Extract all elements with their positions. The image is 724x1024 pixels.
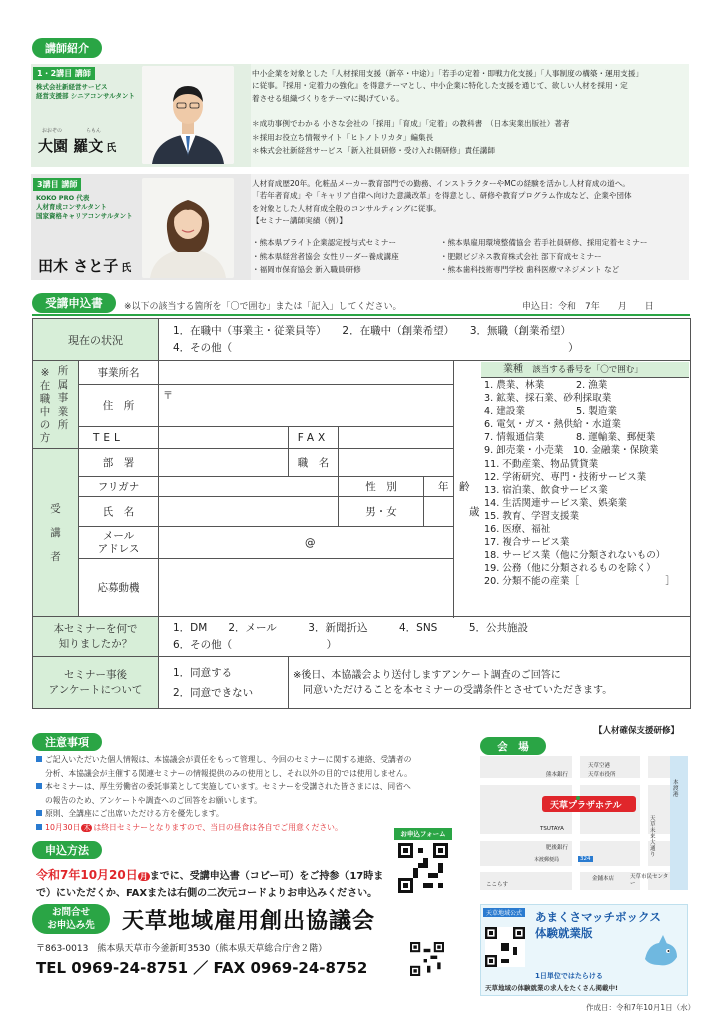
lecturer1-bio: [252, 68, 643, 105]
survey-note-1: ※後日、本協議会より送付しますアンケート調査のご回答に: [293, 669, 561, 681]
created-date: 作成日：令和7年10月1日（水）: [586, 1003, 696, 1012]
map-route: 324: [580, 856, 591, 862]
bullet-icon: [36, 810, 42, 816]
post-input[interactable]: [339, 449, 454, 477]
business-name-label: 事業所名: [79, 361, 159, 385]
contact-qr[interactable]: [410, 942, 444, 976]
qr-code-icon: [410, 942, 444, 976]
industry-14[interactable]: 14. 生活関連サービス業、娯楽業: [484, 497, 628, 509]
industry-15[interactable]: 15. 教育、学習支援業: [484, 510, 580, 522]
method-title: 申込方法: [32, 841, 102, 859]
howknow-cell[interactable]: [159, 617, 691, 657]
note-4-text: は終日セミナーとなりますので、当日の昼食は各自でご用意ください。: [93, 822, 343, 832]
lecturer2-record-l3: ・福岡市保育協会 新入職員研修: [252, 265, 361, 274]
industry-6[interactable]: 6. 電気・ガス・熱供給・水道業: [484, 419, 621, 431]
industry-16[interactable]: 16. 医療、福祉: [484, 524, 551, 536]
email-at-sign: @: [305, 536, 316, 549]
fax-input[interactable]: [339, 427, 454, 449]
furigana-input[interactable]: [159, 477, 339, 497]
ad-title-1: あまくさマッチボックス: [535, 910, 661, 924]
contact-tel: TEL 0969-24-8751 ／ FAX 0969-24-8752: [36, 959, 368, 977]
bullet-icon: [36, 756, 42, 762]
lecturer2-name-text: 田木 さと子: [38, 257, 119, 275]
lecturer2-record-title: 【セミナー講師実績（例）】: [252, 216, 347, 226]
application-note: ※以下の該当する箇所を「〇で囲む」または「記入」してください。: [124, 302, 402, 312]
industry-13[interactable]: 13. 宿泊業、飲食サービス業: [484, 484, 608, 496]
venue-map: [480, 756, 688, 890]
industry-9[interactable]: 9. 卸売業・小売業 10. 金融業・保険業: [484, 445, 659, 457]
ad-banner[interactable]: [480, 904, 688, 996]
note-2: [36, 780, 412, 794]
dept-input[interactable]: [159, 449, 289, 477]
contact-badge: [32, 904, 110, 934]
note-1b-text: 分析、本協議会が主催する関連セミナーの情報提供のみの使用とし、それ以外の目的では使用しません。: [45, 768, 412, 778]
status-options-1[interactable]: 1．在職中（事業主・従業員等） 2．在職中（創業希望） 3．無職（創業希望）: [173, 324, 572, 337]
map-coco: ここらす: [486, 882, 509, 888]
email-label-2: アドレス: [97, 542, 140, 555]
notes-list: [36, 753, 412, 836]
address-label: 住 所: [79, 385, 159, 427]
contact-badge-1: お問合せ: [51, 907, 90, 918]
status-label: 現在の状況: [33, 319, 159, 361]
industry-18[interactable]: 18. サービス業（他に分類されないもの）: [484, 550, 666, 562]
survey-note: [289, 657, 691, 709]
lecturer1-works: [252, 117, 570, 158]
ad-mascot-icon: [641, 935, 681, 971]
email-input[interactable]: [159, 527, 484, 559]
howknow-label-1: 本セミナーを何で: [53, 622, 138, 635]
workplace-vertical-title: 所属事業所: [57, 365, 69, 431]
lecturer2-honorific: 氏: [121, 263, 132, 274]
application-title: 受講申込書: [32, 293, 116, 313]
lecturer2-record-l2: ・熊本県経営者協会 女性リーダー養成講座: [252, 251, 399, 261]
lecturer2-photo: [142, 178, 234, 278]
survey-label-2: アンケートについて: [48, 683, 143, 696]
note-3-text: 原則、全講座にご出席いただける方を優先します。: [45, 809, 224, 819]
industry-7[interactable]: 7. 情報通信業 8. 運輸業、郵便業: [484, 432, 656, 444]
method-line1-rest: までに、受講申込書（コピー可）をご持参（17時ま: [149, 871, 384, 882]
survey-agree[interactable]: 1．同意する: [173, 666, 233, 679]
survey-label: [33, 657, 159, 709]
lecturer1-ruby-given: らもん: [86, 128, 102, 134]
tel-label: TEL: [79, 427, 159, 449]
survey-label-1: セミナー事後: [64, 668, 127, 681]
note-4-day-badge: 木: [83, 823, 91, 832]
map-airport: 天草空港: [588, 763, 611, 769]
lecturer2-bio-line3: を対象とした人材育成全般のコンサルティングに従事。: [252, 203, 441, 213]
attendee-vertical: [33, 449, 79, 617]
note-3: [36, 807, 412, 821]
survey-options[interactable]: [159, 657, 289, 709]
email-label: [79, 527, 159, 559]
lecturer1-org: [36, 83, 135, 101]
howknow-label: [33, 617, 159, 657]
method-line1: [36, 866, 383, 883]
industry-note: 該当する番号を「〇で囲む」: [532, 365, 643, 375]
note-1: [36, 753, 412, 767]
lecturer2-bio-line1: 人材育成歴20年。化粧品メーカー教育部門での勤務、インストラクターやMCの経験を活かし人材育成の道へ。: [252, 179, 630, 188]
lecturer2-records-right: [440, 236, 647, 277]
map-river: 本渡港: [673, 780, 679, 798]
method-deadline: 令和7年10月20日: [36, 868, 138, 882]
lecturer1-work2: ＊採用お役立ち情報サイト「ヒトノトリカタ」編集長: [252, 132, 434, 142]
gender-label: 性 別: [339, 477, 424, 497]
dept-label: 部 署: [79, 449, 159, 477]
motive-input[interactable]: [159, 559, 484, 617]
map-town: 天草市民センター: [630, 874, 669, 887]
notes-title: 注意事項: [32, 733, 102, 751]
lecturer1-portrait-icon: [142, 66, 234, 164]
motive-label: 応募動機: [79, 559, 159, 617]
ad-title-2: 体験就業版: [535, 926, 593, 940]
industry-3[interactable]: 3. 鉱業、採石業、砂利採取業: [484, 393, 612, 405]
map-higo: 肥後銀行: [546, 845, 569, 851]
qr-code-icon: [398, 843, 448, 893]
ad-sub-2: 天草地域の体験就業の求人をたくさん掲載中!: [485, 984, 618, 992]
map-kinkyu: 金鋪本店: [592, 876, 615, 882]
furigana-label: フリガナ: [79, 477, 159, 497]
lecturer1-work3: ＊株式会社新経営サービス「新入社員研修・受け入れ側研修」責任講師: [252, 146, 495, 155]
note-2b-text: の報告のため、アンケートや調査へのご回答をお願いします。: [45, 795, 262, 805]
method-line2: で）にいただくか、FAXまたは右側の二次元コードよりお申込みください。: [36, 888, 378, 899]
map-street: 天草未来大通り: [650, 816, 656, 858]
map-postoffice: 本渡郵便局: [534, 857, 560, 863]
name-input[interactable]: [159, 497, 339, 527]
lecturer2-org-line3: 国家資格キャリアコンサルタント: [36, 212, 133, 220]
lecturer2-record-r2: ・肥銀ビジネス教育株式会社 部下育成セミナー: [440, 251, 602, 261]
method-deadline-day: 月: [139, 872, 148, 881]
lecturer1-name: [38, 135, 116, 156]
status-cell[interactable]: [159, 319, 691, 361]
survey-disagree[interactable]: 2．同意できない: [173, 686, 254, 699]
lecturer1-org-line1: 株式会社新経営サービス: [36, 83, 108, 91]
lecturer1-photo: [142, 66, 234, 164]
lecturer1-ruby-surname: おおぞの: [42, 128, 63, 134]
tel-input[interactable]: [159, 427, 289, 449]
industry-header: [481, 362, 689, 378]
fax-label: FAX: [289, 427, 339, 449]
industry-title: 業種: [503, 364, 523, 375]
qr-form-label: お申込フォーム: [394, 828, 452, 840]
industry-list[interactable]: [484, 379, 675, 589]
map-bank: 熊本銀行: [546, 772, 569, 778]
lecturer1-bio-line2: に従事。『採用・定着力の強化』を得意テーマとし、中小企業に特化した支援を通じて、欲しい人材を採用・定: [252, 81, 628, 91]
lecturer1-tag: 1・2講目 講師: [33, 67, 95, 80]
application-title-underline: [32, 314, 690, 316]
venue-title: 会 場: [480, 737, 546, 755]
email-label-1: メール: [102, 529, 135, 542]
lecturer1-work1: ＊成功事例でわかる 小さな会社の「採用」「育成」「定着」の教科書 （日本実業出版社）著者: [252, 119, 570, 128]
qr-code-icon: [485, 927, 525, 967]
attendee-vertical-text: 受講者: [50, 502, 61, 563]
note-4-date: 10月30日: [45, 822, 81, 832]
industry-11[interactable]: 11. 不動産業、物品賃貸業: [484, 458, 599, 470]
industry-17[interactable]: 17. 複合サービス業: [484, 537, 570, 549]
dolphin-icon: [641, 935, 681, 971]
note-1b: [36, 767, 412, 781]
contact-address: 〒863-0013 熊本県天草市今釜新町3530（熊本県天草総合庁舎２階）: [36, 944, 328, 954]
lecturer2-records-left: [252, 236, 399, 277]
note-1-text: ご記入いただいた個人情報は、本協議会が責任をもって管理し、今回のセミナーに関する連絡、受講者の: [45, 755, 412, 764]
bullet-icon: [36, 824, 42, 830]
ad-small-label: 天草地域公式: [483, 908, 525, 917]
industry-20[interactable]: 20. 分類不能の産業［ ］: [484, 576, 675, 588]
howknow-options-2[interactable]: 6．その他（ ）: [173, 638, 338, 651]
lecturer2-org: [36, 194, 133, 221]
lecturer1-honorific: 氏: [106, 143, 117, 154]
workplace-vertical: [33, 361, 79, 449]
howknow-options-1[interactable]: 1．DM 2．メール 3．新聞折込 4．SNS 5．公共施設: [173, 621, 529, 634]
map-hotel-label: 天草プラザホテル: [550, 801, 622, 811]
map-municipal: 天草市役所: [588, 772, 616, 778]
business-name-input[interactable]: [159, 361, 454, 385]
footer-tag: 【人材確保支援研修】: [594, 726, 680, 736]
lecturer2-record-r1: ・熊本県雇用環境整備協会 若手社員研修、採用定着セミナー: [440, 238, 648, 247]
lecturer2-org-line1: KOKO PRO 代表: [36, 194, 90, 202]
name-label: 氏 名: [79, 497, 159, 527]
status-options-2[interactable]: 4．その他（ ）: [173, 341, 579, 354]
lecturer1-name-text: 大園 羅文: [38, 137, 104, 155]
industry-4[interactable]: 4. 建設業 5. 製造業: [484, 406, 617, 418]
lecturer2-name: [38, 255, 131, 276]
note-2-text: 本セミナーは、厚生労働省の委託事業として実施しています。セミナーを受講された皆さまには、同省へ: [45, 782, 411, 792]
ad-sub-1: 1日単位ではたらける: [535, 972, 603, 980]
bullet-icon: [36, 783, 42, 789]
industry-19[interactable]: 19. 公務（他に分類されるものを除く）: [484, 563, 656, 575]
industry-12[interactable]: 12. 学術研究、専門・技術サービス業: [484, 471, 647, 483]
lecturer2-bio: [252, 178, 632, 228]
map-tsutaya: TSUTAYA: [540, 826, 564, 832]
lecturer2-tag: 3講目 講師: [33, 178, 81, 191]
postal-mark: 〒: [163, 391, 173, 402]
lecturer2-org-line2: 人材育成コンサルタント: [36, 203, 107, 211]
lecturer1-org-line2: 経営支援部 シニアコンサルタント: [36, 92, 135, 100]
lecturer2-bio-line2: 「若年者育成」や「キャリア自律へ向けた意識改革」を得意とし、研修や教育プログラム作成など、企業や団体: [252, 191, 632, 201]
age-label: 年 齢: [424, 477, 484, 497]
gender-input[interactable]: 男・女: [339, 497, 424, 527]
note-2b: [36, 794, 412, 808]
industry-1[interactable]: 1. 農業、林業 2. 漁業: [484, 380, 608, 391]
survey-note-2: 同意いただけることを本セミナーの受講条件とさせていただきます。: [303, 684, 613, 696]
lecturer1-bio-line3: 着させる組織づくりをテーマに掲げている。: [252, 93, 404, 103]
workplace-vertical-note: ※在職中の方: [39, 367, 51, 444]
note-4: [36, 821, 412, 836]
age-unit: 歳: [469, 506, 480, 518]
lecturer2-record-r3: ・熊本歯科技術専門学校 歯科医療マネジメント など: [440, 265, 620, 274]
qr-form-icon[interactable]: [398, 843, 448, 893]
ad-qr[interactable]: [485, 927, 525, 967]
address-input[interactable]: [159, 385, 454, 427]
application-date: 申込日：令和 7年 月 日: [522, 302, 654, 312]
post-label: 職 名: [289, 449, 339, 477]
contact-org: 天草地域雇用創出協議会: [122, 909, 376, 934]
lecturer1-bio-line1: 中小企業を対象とした「人材採用支援（新卒・中途）」「若手の定着・即戦力化支援」「人事制度の構築・運用支援」: [252, 69, 644, 78]
howknow-label-2: 知りましたか？: [58, 637, 133, 650]
lecturer2-portrait-icon: [142, 178, 234, 278]
lecturer2-record-l1: ・熊本県ブライト企業認定授与式セミナー: [252, 238, 397, 247]
contact-badge-2: お申込み先: [47, 920, 95, 931]
lecturers-title: 講師紹介: [32, 38, 102, 58]
